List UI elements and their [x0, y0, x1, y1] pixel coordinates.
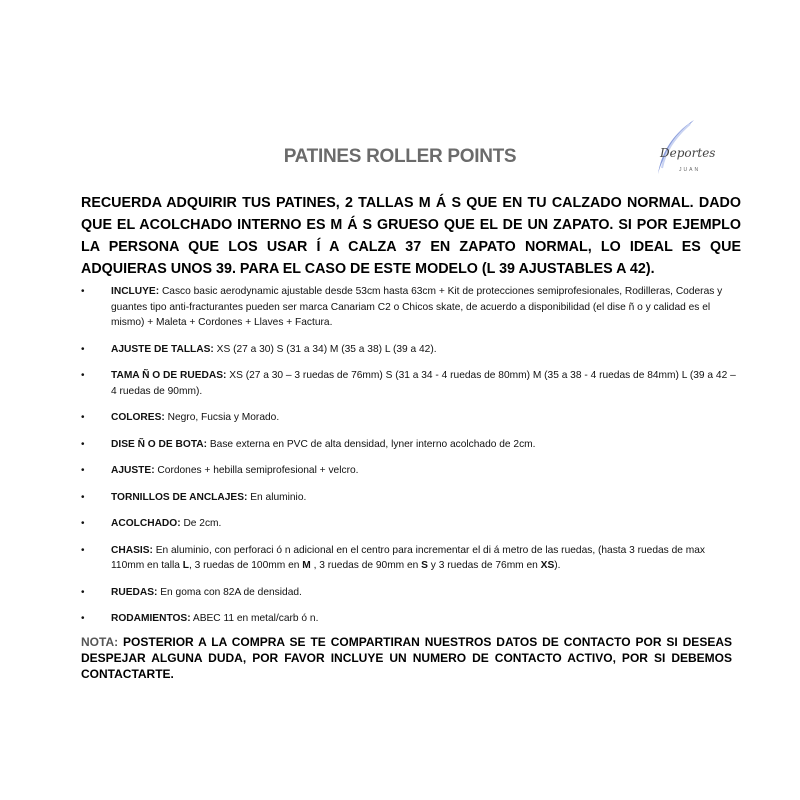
- item-text: , 3 ruedas de 90mm en: [310, 560, 422, 571]
- item-text: Casco basic aerodynamic ajustable desde 53cm hasta 63cm + Kit de protecciones semiprofesionales, Rodilleras, Coderas y guantes tipo anti-fracturantes pueden ser marca Canariam C2 o Chicos skate, de acuerdo a disponibilidad (el dise ñ o y calidad es el mismo) + Maleta + Cordones + Llaves + Factura.: [111, 286, 723, 328]
- list-item: [81, 410, 741, 426]
- item-text: ).: [554, 560, 561, 571]
- item-bold-text: XS: [540, 560, 555, 571]
- item-text: XS (27 a 30) S (31 a 34) M (35 a 38) L (39 a 42).: [213, 343, 437, 355]
- bullet-icon: •: [81, 343, 85, 355]
- page-title: PATINES ROLLER POINTS: [283, 146, 517, 167]
- item-label: ACOLCHADO:: [111, 518, 181, 529]
- item-label: TAMA Ñ O DE RUEDAS:: [111, 370, 227, 381]
- item-label: RUEDAS:: [111, 586, 158, 598]
- list-item: [81, 611, 741, 627]
- item-text: Cordones + hebilla semiprofesional + velcro.: [154, 465, 359, 476]
- list-item: [81, 543, 741, 574]
- features-list: [81, 284, 741, 638]
- item-label: CHASIS:: [111, 544, 153, 556]
- bullet-icon: •: [81, 465, 85, 476]
- item-bold-text: M: [302, 560, 311, 571]
- item-label: COLORES:: [111, 412, 165, 423]
- item-text: Negro, Fucsia y Morado.: [164, 412, 280, 423]
- item-text: En aluminio.: [247, 491, 307, 503]
- list-item: [81, 342, 741, 358]
- item-text: , 3 ruedas de 100mm en: [188, 560, 303, 571]
- bullet-icon: •: [81, 438, 85, 450]
- item-text: De 2cm.: [180, 518, 222, 529]
- item-text: En aluminio, con perforaci ó n adicional en el centro para incrementar el di á metro de las ruedas, (hasta 3 ruedas de max 110mm en talla: [111, 544, 706, 571]
- note-text: POSTERIOR A LA COMPRA SE TE COMPARTIRAN NUESTROS DATOS DE CONTACTO POR SI DESEAS DESPEJAR ALGUNA DUDA, POR FAVOR INCLUYE UN NUMERO DE CONTACTO ACTIVO, POR SI DEBEMOS CONTACTARTE.: [81, 635, 732, 681]
- logo-text: Deportes: [660, 146, 716, 160]
- list-item: [81, 284, 741, 331]
- item-text: En goma con 82A de densidad.: [157, 586, 302, 598]
- bullet-icon: •: [81, 491, 85, 503]
- bullet-icon: •: [81, 544, 85, 556]
- bullet-icon: •: [81, 370, 85, 381]
- item-text: XS (27 a 30 – 3 ruedas de 76mm) S (31 a 34 - 4 ruedas de 80mm) M (35 a 38 - 4 ruedas de 84mm) L (39 a 42 – 4 ruedas de 90mm).: [111, 370, 736, 397]
- item-label: DISE Ñ O DE BOTA:: [111, 438, 208, 450]
- list-item: [81, 490, 741, 506]
- bullet-icon: •: [81, 286, 85, 297]
- bullet-icon: •: [81, 586, 85, 598]
- item-text: Base externa en PVC de alta densidad, lyner interno acolchado de 2cm.: [207, 438, 536, 450]
- note-paragraph: [81, 634, 732, 682]
- item-bold-text: L: [182, 560, 189, 571]
- item-bold-text: S: [421, 560, 428, 571]
- list-item: [81, 585, 741, 601]
- item-label: AJUSTE DE TALLAS:: [111, 343, 214, 355]
- bullet-icon: •: [81, 613, 85, 624]
- list-item: [81, 437, 741, 453]
- item-label: INCLUYE:: [111, 286, 160, 297]
- item-label: TORNILLOS DE ANCLAJES:: [111, 491, 248, 503]
- list-item: [81, 368, 741, 399]
- item-label: AJUSTE:: [111, 465, 155, 476]
- logo-subtext: JUAN: [679, 167, 701, 173]
- bullet-icon: •: [81, 412, 85, 423]
- item-text: ABEC 11 en metal/carb ó n.: [190, 613, 319, 624]
- bullet-icon: •: [81, 518, 85, 529]
- item-label: RODAMIENTOS:: [111, 613, 191, 624]
- list-item: [81, 516, 741, 532]
- item-text: y 3 ruedas de 76mm en: [427, 560, 541, 571]
- list-item: [81, 463, 741, 479]
- intro-paragraph: RECUERDA ADQUIRIR TUS PATINES, 2 TALLAS M Á S QUE EN TU CALZADO NORMAL. DADO QUE EL ACOLCHADO INTERNO ES M Á S GRUESO QUE EL DE UN ZAPATO. SI POR EJEMPLO LA PERSONA QUE LOS USAR Í A CALZA 37 EN ZAPATO NORMAL, LO IDEAL ES QUE ADQUIERAS UNOS 39. PARA EL CASO DE ESTE MODELO (L 39 AJUSTABLES A 42).: [81, 195, 741, 277]
- note-label: NOTA:: [81, 635, 119, 649]
